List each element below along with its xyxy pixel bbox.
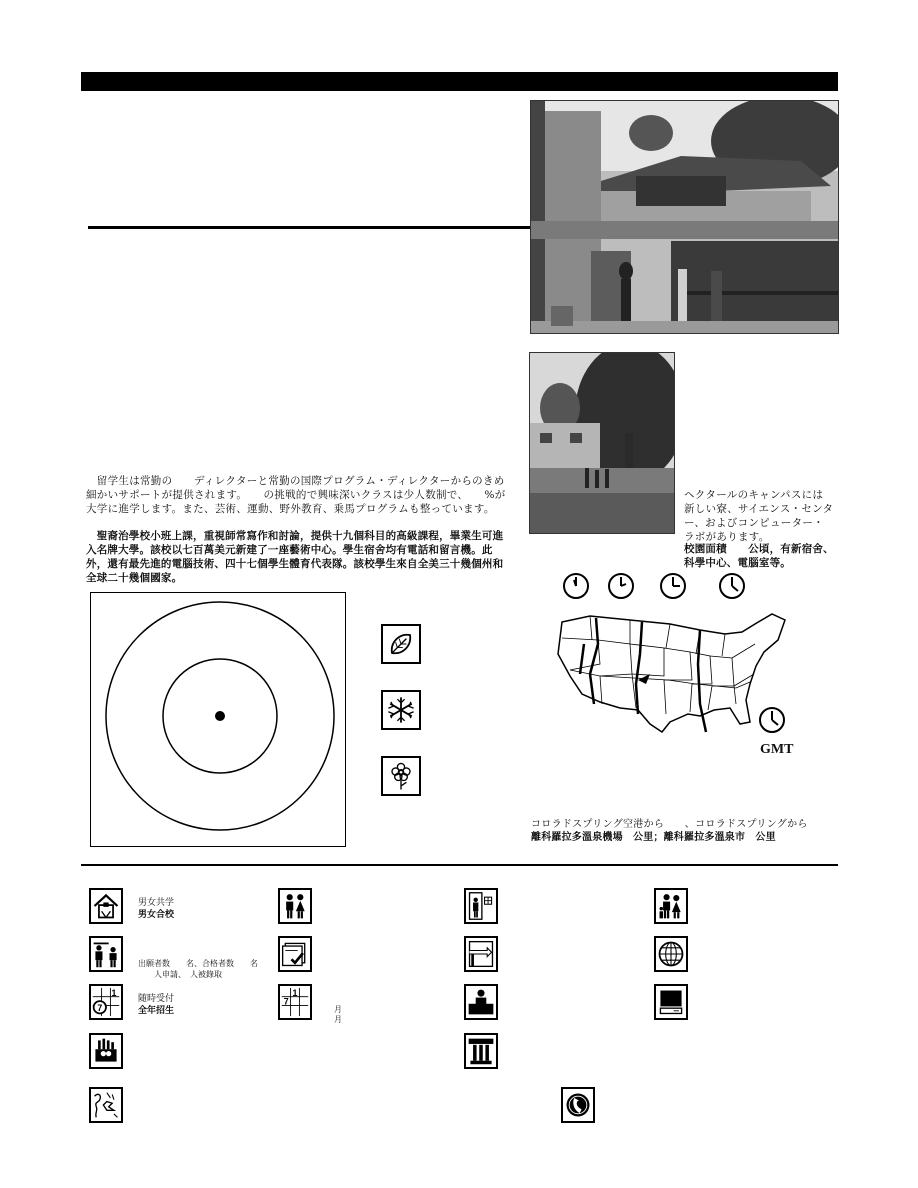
intro-paragraph-zh: 聖裔治學校小班上課，重視師常寫作和討論，提供十九個科目的高級課程，畢業生可進入名牌大學。該校以七百萬美元新建了一座藝術中心。學生宿舍均有電話和留言機。此外，還有最先進的電腦技術、四十七個學生體育代表隊。該校學生來自全美三十幾個州和全球二十幾個國家。	[86, 530, 504, 584]
globe-icon	[654, 936, 688, 972]
us-timezone-map	[550, 604, 792, 744]
section-divider	[81, 864, 838, 866]
month-label-jp: 月	[334, 1005, 342, 1014]
svg-text:7: 7	[97, 1002, 103, 1013]
applicants-label-jp: 出願者数 名、合格者数 名	[138, 959, 258, 968]
header-bar	[81, 72, 838, 91]
flower-icon	[381, 756, 421, 796]
clock-central-icon	[659, 572, 687, 600]
campus-caption-jp: ヘクタールのキャンパスには新しい寮、サイエンス・センター、およびコンピューター・ラボがあります。	[684, 489, 834, 543]
clock-pacific-icon	[562, 572, 590, 600]
calendar-start-icon	[278, 984, 312, 1020]
desk-person-icon	[464, 984, 498, 1020]
campus-path-photo	[529, 352, 675, 534]
students-teacher-icon	[89, 936, 123, 972]
applicants-label-zh: 人申請、 人被錄取	[154, 970, 222, 979]
speech-icon	[89, 1087, 123, 1123]
application-form-icon	[278, 936, 312, 972]
dorm-room-icon	[464, 888, 498, 924]
title-rule	[88, 226, 534, 229]
month-label-zh: 月	[334, 1015, 342, 1024]
column-icon	[464, 1033, 498, 1069]
theater-icon	[89, 1033, 123, 1069]
campus-building-photo	[530, 100, 839, 334]
airport-distance-zh: 離科羅拉多溫泉機場 公里；離科羅拉多溫泉市 公里	[531, 832, 776, 843]
transfer-icon	[464, 936, 498, 972]
snowflake-icon	[381, 690, 421, 730]
coed-label-zh: 男女合校	[138, 910, 175, 920]
clock-eastern-icon	[718, 572, 746, 600]
intro-paragraph-jp: 留学生は常勤の ディレクターと常勤の国際プログラム・ディレクターからのきめ細かいサポートが提供されます。 の挑戦的で興味深いクラスは少人数制で、 %が大学に進学します。また、芸術、運動、野外教育、乗馬プログラムも整っています。	[86, 475, 506, 515]
gmt-label: GMT	[760, 742, 794, 757]
campus-caption-zh: 校園面積 公頃，有新宿舍、科學中心、電腦室等。	[684, 543, 834, 569]
svg-text:7: 7	[283, 996, 289, 1007]
rolling-admission-zh: 全年招生	[138, 1006, 175, 1016]
boy-girl-icon	[278, 888, 312, 924]
svg-text:1: 1	[292, 987, 298, 998]
computer-icon	[654, 984, 688, 1020]
clock-mountain-icon	[607, 572, 635, 600]
family-icon	[654, 888, 688, 924]
leaf-icon	[381, 624, 421, 664]
climate-diagram	[90, 592, 346, 847]
rolling-admission-jp: 随時受付	[138, 994, 175, 1004]
phone-icon	[561, 1087, 595, 1123]
coed-label-jp: 男女共学	[138, 898, 175, 908]
svg-text:1: 1	[111, 987, 117, 998]
airport-distance-jp: コロラドスプリング空港から 、コロラドスプリングから	[531, 819, 808, 830]
house-icon	[89, 888, 123, 924]
calendar-icon	[89, 984, 123, 1020]
